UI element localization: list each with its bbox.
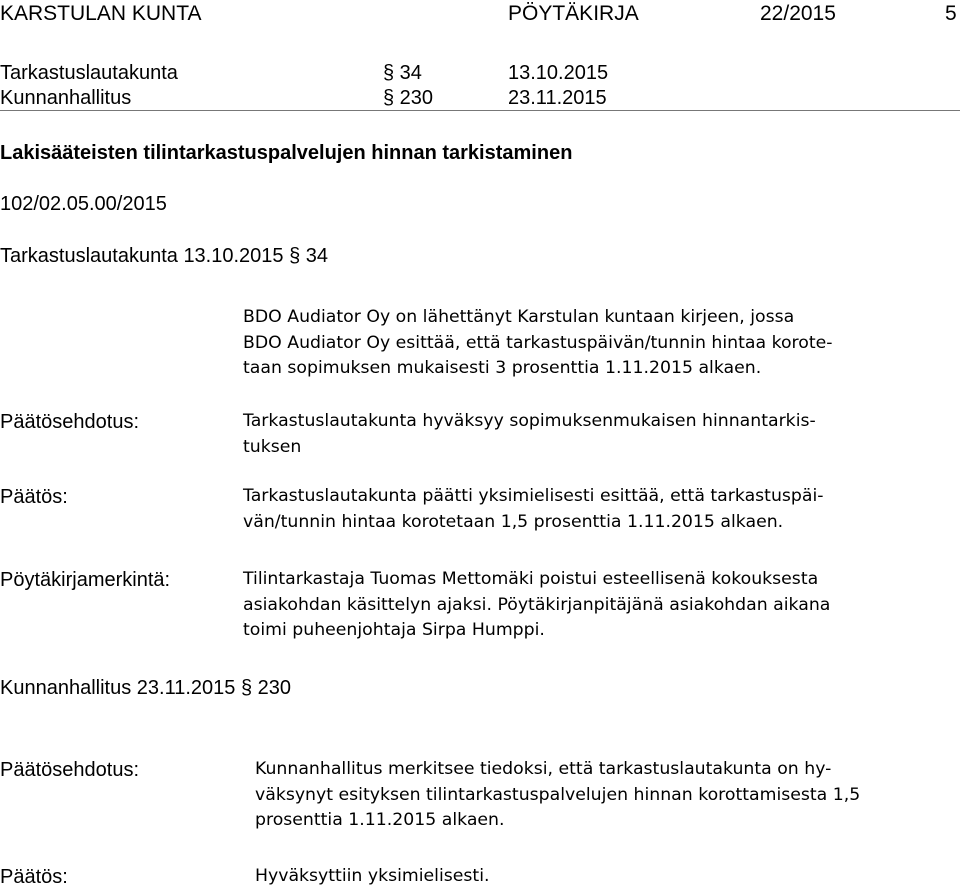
text-line: BDO Audiator Oy esittää, että tarkastuspäivän/tunnin hintaa korote- bbox=[243, 332, 833, 353]
text-line: Tarkastuslautakunta hyväksyy sopimuksenmukaisen hinnantarkis- bbox=[243, 411, 816, 431]
decision-text bbox=[243, 484, 824, 535]
index-body: Tarkastuslautakunta bbox=[0, 62, 178, 84]
index-date: 23.11.2015 bbox=[508, 87, 607, 109]
text-line: vän/tunnin hintaa korotetaan 1,5 prosenttia 1.11.2015 alkaen. bbox=[243, 511, 784, 532]
text-line: Hyväksyttiin yksimielisesti. bbox=[255, 866, 490, 886]
municipality-name: KARSTULAN KUNTA bbox=[0, 2, 202, 25]
decision-text bbox=[255, 864, 490, 890]
decision-label: Päätös: bbox=[0, 866, 68, 888]
section-heading: Kunnanhallitus 23.11.2015 § 230 bbox=[0, 677, 291, 699]
index-section: § 230 bbox=[383, 87, 434, 109]
text-line: väksynyt esityksen tilintarkastuspalvelujen hinnan korottamisesta 1,5 bbox=[255, 784, 861, 805]
index-body: Kunnanhallitus bbox=[0, 87, 132, 109]
document-type: PÖYTÄKIRJA bbox=[508, 2, 639, 25]
proposal-label: Päätösehdotus: bbox=[0, 411, 139, 433]
text-line: Tilintarkastaja Tuomas Mettomäki poistui esteellisenä kokouksesta bbox=[243, 569, 819, 589]
text-line: taan sopimuksen mukaisesti 3 prosenttia 1.11.2015 alkaen. bbox=[243, 358, 762, 378]
text-line: tuksen bbox=[243, 436, 302, 457]
header-divider bbox=[0, 110, 960, 111]
record-id: 102/02.05.00/2015 bbox=[0, 193, 167, 215]
proposal-text bbox=[243, 409, 816, 460]
text-line: asiakohdan käsittelyn ajaksi. Pöytäkirjanpitäjänä asiakohdan aikana bbox=[243, 594, 831, 615]
decision-label: Päätös: bbox=[0, 486, 68, 508]
note-label: Pöytäkirjamerkintä: bbox=[0, 569, 171, 591]
proposal-label: Päätösehdotus: bbox=[0, 759, 139, 781]
note-text bbox=[243, 567, 830, 644]
matter-title: Lakisääteisten tilintarkastuspalvelujen hinnan tarkistaminen bbox=[0, 142, 573, 164]
index-section: § 34 bbox=[383, 62, 422, 84]
text-line: toimi puheenjohtaja Sirpa Humppi. bbox=[243, 620, 545, 640]
section-heading: Tarkastuslautakunta 13.10.2015 § 34 bbox=[0, 245, 329, 267]
document-number: 22/2015 bbox=[760, 2, 836, 25]
text-line: Tarkastuslautakunta päätti yksimielisesti esittää, että tarkastuspäi- bbox=[243, 486, 824, 506]
proposal-text bbox=[255, 757, 860, 834]
text-line: prosenttia 1.11.2015 alkaen. bbox=[255, 810, 505, 830]
intro-paragraph bbox=[243, 305, 832, 382]
text-line: Kunnanhallitus merkitsee tiedoksi, että tarkastuslautakunta on hy- bbox=[255, 759, 832, 779]
text-line: BDO Audiator Oy on lähettänyt Karstulan kuntaan kirjeen, jossa bbox=[243, 307, 795, 327]
page-number: 5 bbox=[945, 2, 957, 25]
index-date: 13.10.2015 bbox=[508, 62, 609, 84]
